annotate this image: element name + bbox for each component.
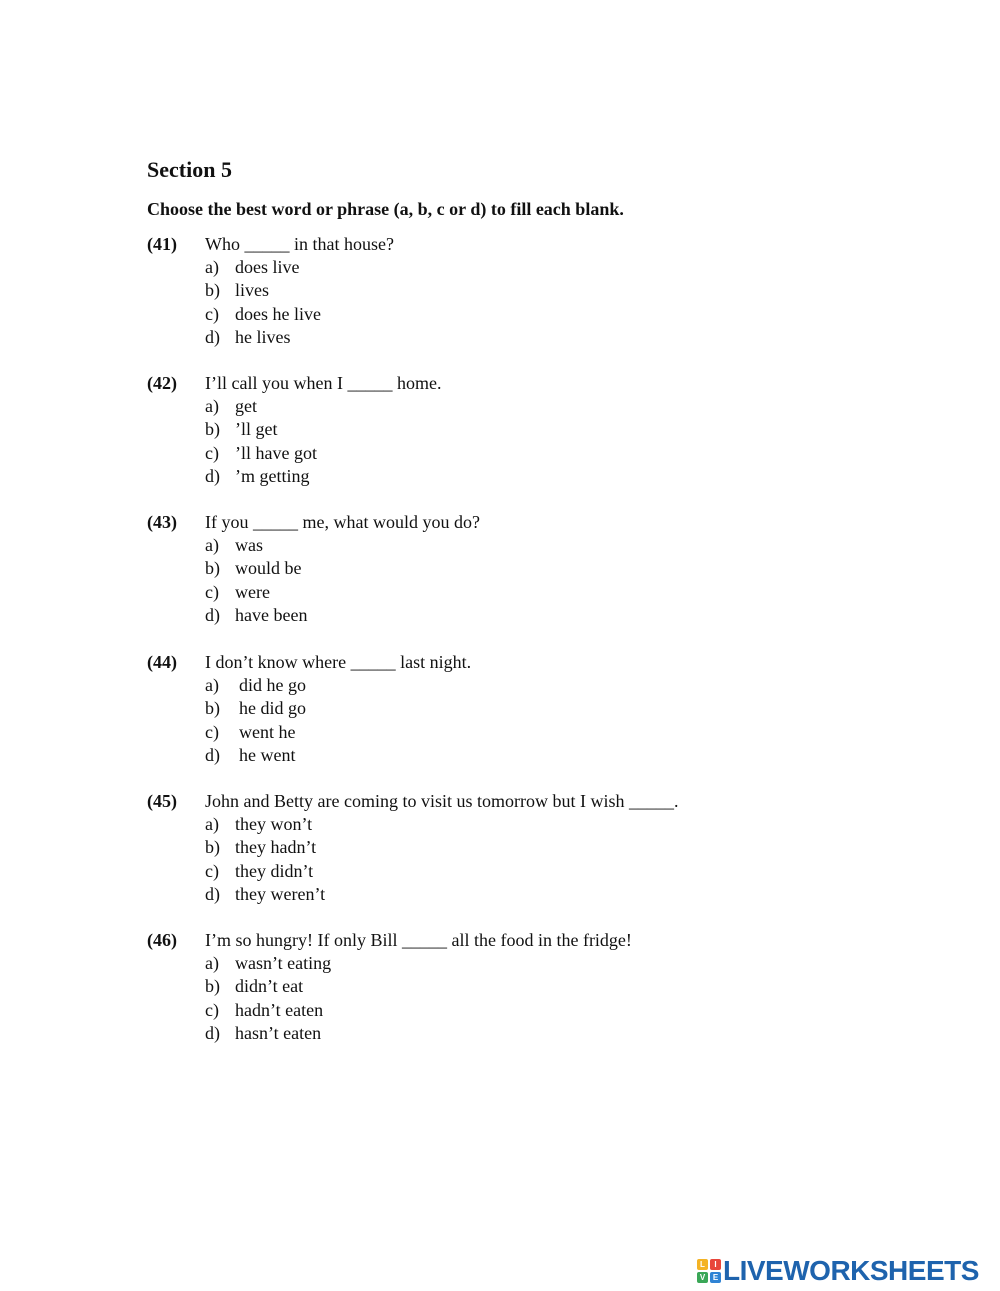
option-text: does live [235, 257, 300, 277]
option-b[interactable] [147, 975, 847, 998]
option-letter: d) [205, 465, 220, 486]
option-b[interactable] [147, 279, 847, 302]
question-number: (43) [147, 512, 177, 532]
option-letter: d) [205, 604, 220, 625]
option-text: ’ll get [235, 419, 278, 440]
option-letter: a) [205, 257, 219, 277]
option-letter: a) [205, 396, 219, 416]
option-letter: b) [205, 280, 220, 301]
option-letter: d) [205, 883, 220, 904]
option-letter: b) [205, 976, 220, 997]
option-text: get [235, 396, 257, 416]
option-text: he did go [239, 698, 306, 719]
option-b[interactable] [147, 836, 847, 859]
question-43 [147, 511, 847, 627]
question-41 [147, 233, 847, 349]
option-text: ’m getting [235, 465, 310, 486]
option-letter: b) [205, 419, 220, 440]
question-stem: I’ll call you when I _____ home. [205, 373, 442, 393]
option-d[interactable] [147, 744, 847, 767]
option-letter: c) [205, 999, 219, 1020]
option-d[interactable] [147, 465, 847, 488]
option-a[interactable] [147, 813, 847, 836]
option-text: they hadn’t [235, 837, 317, 858]
question-stem: I’m so hungry! If only Bill _____ all the food in the fridge! [205, 930, 632, 950]
option-text: was [235, 535, 263, 555]
question-number: (45) [147, 791, 177, 811]
option-b[interactable] [147, 557, 847, 580]
question-stem: If you _____ me, what would you do? [205, 512, 480, 532]
question-stem: John and Betty are coming to visit us tomorrow but I wish _____. [205, 791, 679, 811]
option-c[interactable] [147, 721, 847, 744]
option-text: they didn’t [235, 860, 314, 881]
question-stem: Who _____ in that house? [205, 234, 394, 254]
option-a[interactable] [147, 534, 847, 557]
option-text: ’ll have got [235, 442, 317, 463]
option-b[interactable] [147, 697, 847, 720]
option-c[interactable] [147, 303, 847, 326]
option-c[interactable] [147, 860, 847, 883]
instructions: Choose the best word or phrase (a, b, c or d) to fill each blank. [147, 199, 624, 219]
option-text: he went [239, 744, 296, 765]
option-d[interactable] [147, 1022, 847, 1045]
option-text: went he [239, 721, 296, 742]
option-a[interactable] [147, 395, 847, 418]
option-letter: b) [205, 558, 220, 579]
section-title: Section 5 [147, 157, 232, 182]
option-letter: c) [205, 442, 219, 463]
logo-block: V [697, 1272, 708, 1283]
option-text: were [235, 581, 270, 602]
option-c[interactable] [147, 999, 847, 1022]
option-text: hasn’t eaten [235, 1022, 322, 1043]
option-a[interactable] [147, 256, 847, 279]
option-c[interactable] [147, 581, 847, 604]
option-text: he lives [235, 326, 291, 347]
option-letter: a) [205, 953, 219, 973]
option-b[interactable] [147, 418, 847, 441]
logo-block: I [710, 1259, 721, 1270]
option-text: they weren’t [235, 883, 326, 904]
option-a[interactable] [147, 674, 847, 697]
logo-block: L [697, 1259, 708, 1270]
option-text: did he go [239, 675, 306, 695]
option-d[interactable] [147, 604, 847, 627]
option-letter: b) [205, 698, 220, 719]
option-letter: a) [205, 535, 219, 555]
question-number: (41) [147, 234, 177, 254]
option-text: didn’t eat [235, 976, 304, 997]
question-46 [147, 929, 847, 1045]
option-letter: c) [205, 303, 219, 324]
option-d[interactable] [147, 326, 847, 349]
question-number: (42) [147, 373, 177, 393]
option-text: would be [235, 558, 302, 579]
option-text: hadn’t eaten [235, 999, 324, 1020]
logo-text: LIVEWORKSHEETS [723, 1255, 979, 1286]
option-text: have been [235, 604, 308, 625]
question-number: (46) [147, 930, 177, 950]
option-letter: d) [205, 1022, 220, 1043]
option-a[interactable] [147, 952, 847, 975]
logo-blocks-icon [697, 1259, 721, 1283]
option-letter: a) [205, 814, 219, 834]
option-letter: c) [205, 721, 219, 742]
liveworksheets-logo [697, 1254, 979, 1288]
question-45 [147, 790, 847, 906]
option-letter: d) [205, 744, 220, 765]
option-letter: c) [205, 581, 219, 602]
option-text: wasn’t eating [235, 953, 332, 973]
option-letter: d) [205, 326, 220, 347]
option-letter: b) [205, 837, 220, 858]
option-c[interactable] [147, 442, 847, 465]
option-letter: a) [205, 675, 219, 695]
question-42 [147, 372, 847, 488]
question-44 [147, 651, 847, 767]
question-number: (44) [147, 652, 177, 672]
option-letter: c) [205, 860, 219, 881]
option-text: does he live [235, 303, 321, 324]
question-stem: I don’t know where _____ last night. [205, 652, 472, 672]
option-d[interactable] [147, 883, 847, 906]
option-text: lives [235, 280, 269, 301]
logo-block: E [710, 1272, 721, 1283]
option-text: they won’t [235, 814, 313, 834]
